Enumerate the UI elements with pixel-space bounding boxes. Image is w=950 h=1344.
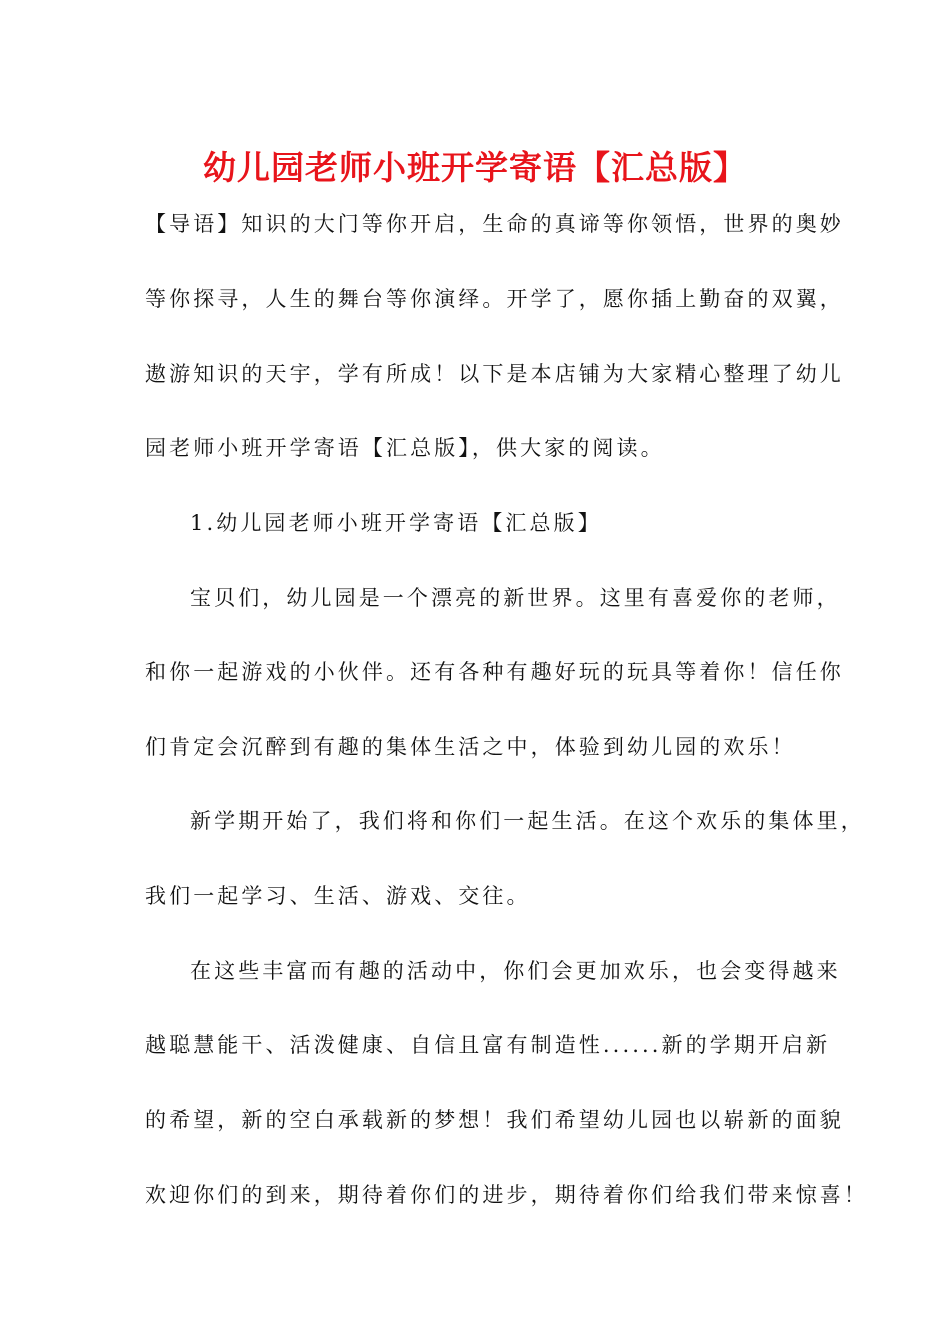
paragraph-1-line-1: 宝贝们，幼儿园是一个漂亮的新世界。这里有喜爱你的老师， [190,586,841,610]
intro-line-4: 园老师小班开学寄语【汇总版】，供大家的阅读。 [145,436,665,460]
section-heading: 1.幼儿园老师小班开学寄语【汇总版】 [190,511,602,535]
paragraph-1-line-2: 和你一起游戏的小伙伴。还有各种有趣好玩的玩具等着你！信任你 [145,660,844,684]
intro-line-1: 【导语】知识的大门等你开启，生命的真谛等你领悟，世界的奥妙 [145,212,844,236]
paragraph-2-line-2: 我们一起学习、生活、游戏、交往。 [145,884,531,908]
document-title: 幼儿园老师小班开学寄语【汇总版】 [203,148,747,187]
paragraph-3-line-3: 的希望，新的空白承载新的梦想！我们希望幼儿园也以崭新的面貌 [145,1108,844,1132]
paragraph-3-line-4: 欢迎你们的到来，期待着你们的进步，期待着你们给我们带来惊喜！ [145,1183,868,1207]
paragraph-2-line-1: 新学期开始了，我们将和你们一起生活。在这个欢乐的集体里， [190,809,865,833]
paragraph-1-line-3: 们肯定会沉醉到有趣的集体生活之中，体验到幼儿园的欢乐！ [145,735,796,759]
paragraph-3-line-2: 越聪慧能干、活泼健康、自信且富有制造性......新的学期开启新 [145,1033,831,1057]
intro-line-2: 等你探寻，人生的舞台等你演绎。开学了，愿你插上勤奋的双翼， [145,287,844,311]
paragraph-3-line-1: 在这些丰富而有趣的活动中，你们会更加欢乐，也会变得越来 [190,959,841,983]
intro-line-3: 遨游知识的天宇，学有所成！以下是本店铺为大家精心整理了幼儿 [145,362,844,386]
